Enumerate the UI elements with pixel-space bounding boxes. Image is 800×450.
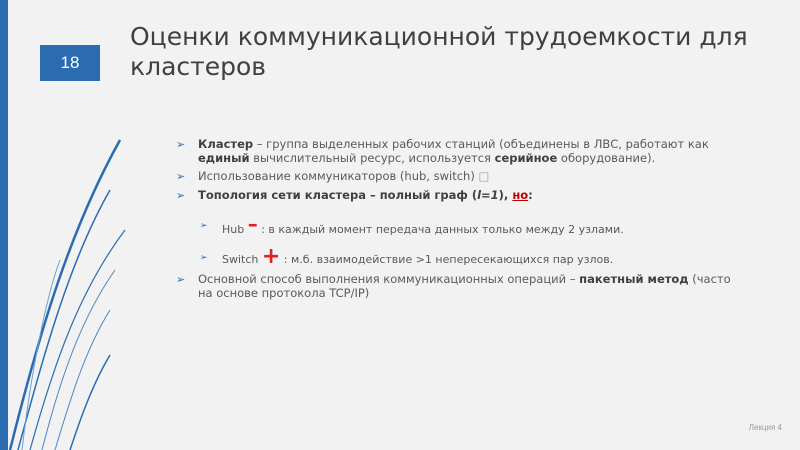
arrow-bullet-icon: ➢ bbox=[176, 273, 186, 286]
arrow-bullet-icon: ➢ bbox=[200, 253, 208, 263]
arrow-bullet-icon: ➢ bbox=[176, 188, 186, 202]
text: : bbox=[528, 187, 533, 202]
highlight-word: но bbox=[512, 187, 529, 202]
text: вычислительный ресурс, используется bbox=[249, 150, 495, 165]
sub-bullet-hub bbox=[176, 212, 736, 237]
text: ), bbox=[498, 187, 513, 202]
slide-title: Оценки коммуникационной трудоемкости для кластеров bbox=[130, 22, 748, 81]
label: Switch bbox=[222, 253, 262, 266]
slide-number: 18 bbox=[40, 45, 100, 81]
bold-word: единый bbox=[198, 150, 250, 165]
bullet-packet-method bbox=[176, 273, 736, 300]
plus-icon: + bbox=[261, 244, 281, 269]
bold-word: пакетный метод bbox=[579, 272, 689, 286]
missing-glyph-icon: □ bbox=[478, 169, 490, 183]
text: (часто на основе протокола TCP/IP) bbox=[198, 272, 731, 300]
sub-bullet-switch bbox=[176, 244, 736, 269]
term-cluster: Кластер bbox=[198, 137, 254, 151]
text: : м.б. взаимодействие >1 непересекающихся пар узлов. bbox=[280, 253, 614, 266]
bullet-list bbox=[176, 138, 736, 305]
text: Топология сети кластера – полный граф ( bbox=[198, 187, 478, 202]
footer-lecture: Лекция 4 bbox=[748, 423, 782, 432]
bold-word: серийное bbox=[494, 150, 558, 165]
formula: l=1 bbox=[477, 187, 499, 202]
arrow-bullet-icon: ➢ bbox=[200, 221, 208, 231]
text: оборудование). bbox=[557, 150, 656, 165]
bullet-topology bbox=[176, 189, 736, 203]
text: : в каждый момент передача данных только между 2 узлами. bbox=[257, 223, 624, 236]
bullet-communicators bbox=[176, 170, 736, 184]
arrow-bullet-icon: ➢ bbox=[176, 138, 186, 151]
text: Основной способ выполнения коммуникационных операций – bbox=[198, 272, 580, 286]
arrow-bullet-icon: ➢ bbox=[176, 170, 186, 183]
bullet-cluster bbox=[176, 138, 736, 165]
minus-icon: – bbox=[247, 212, 258, 236]
text: Использование коммуникаторов (hub, switch) bbox=[198, 169, 479, 183]
label: Hub bbox=[222, 223, 248, 236]
text: – группа выделенных рабочих станций (объединены в ЛВС, работают как bbox=[253, 137, 709, 151]
